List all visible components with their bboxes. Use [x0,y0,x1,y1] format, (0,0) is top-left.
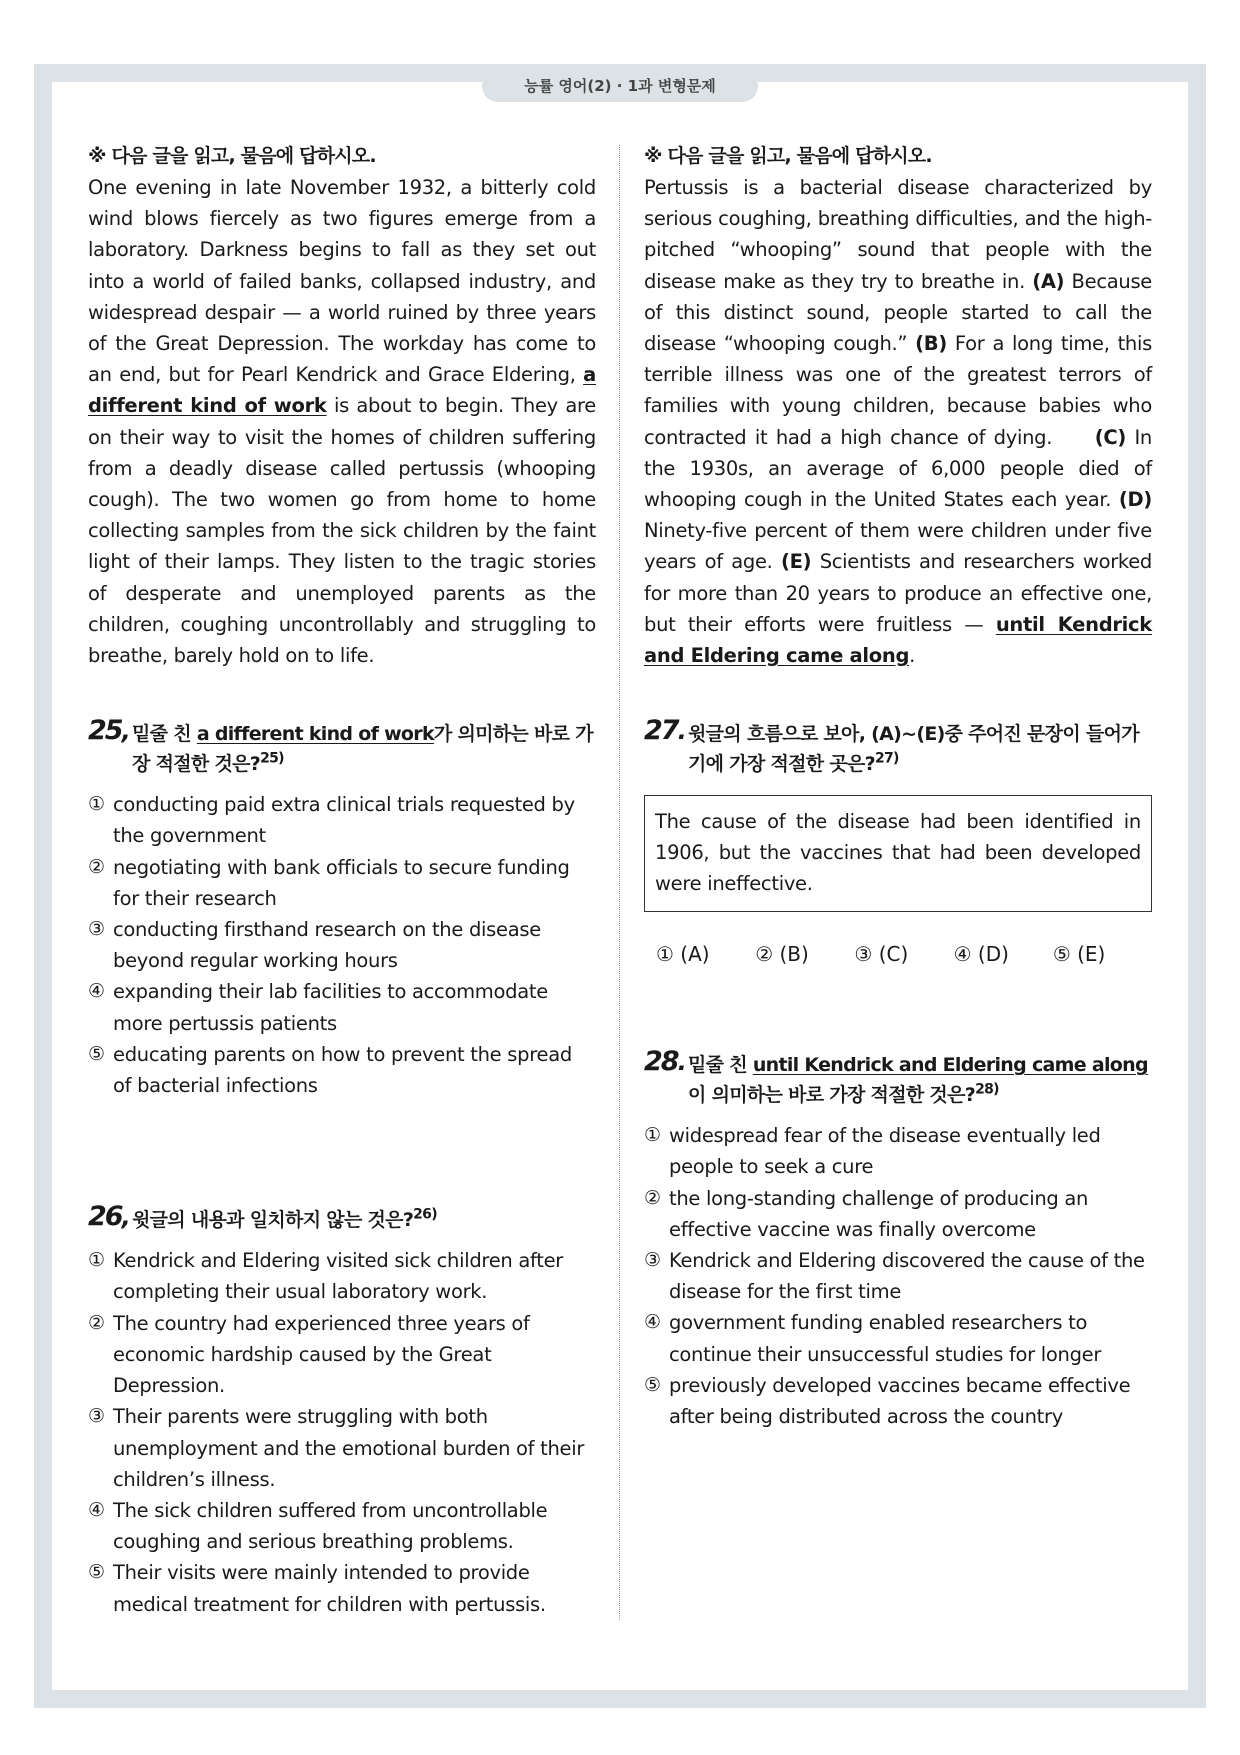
question-25: 25, 밑줄 친 a different kind of work가 의미하는 바로 가장 적절한 것은?$^{25)}$ [88,715,593,776]
passage-kendrick [88,172,596,671]
passage-text: One evening in late November 1932, a bitterly cold wind blows fiercely as two figures emerge from a laboratory. Darkness begins to fall as they set out into a world of failed banks, collapsed industry, and widespread despair — a world ruined by three years of the Great Depression. The workday has come to an end, but for Pearl Kendrick and Grace Eldering, [88,176,596,387]
passage-text: is about to begin. They are on their way to visit the homes of children suffering from a deadly disease called pertussis (whooping cough). The two women go from home to home collecting samples from the sick children by the faint light of their lamps. They listen to the tragic stories of desperate and unemployed parents as the children, coughing uncontrollably and struggling to breathe, barely hold on to life. [88,394,596,668]
insertion-marker: (C) [1094,425,1126,449]
question-28: 28. 밑줄 친 until Kendrick and Eldering came along이 의미하는 바로 가장 적절한 것은?$^{28)}$ [644,1046,1148,1107]
passage-underline: a different kind of work [88,363,596,418]
options-26 [88,1245,596,1619]
option-item[interactable]: ④ expanding their lab facilities to accommodate more pertussis patients [88,980,548,1035]
footnote-ref: 27) [874,750,899,767]
right-column [644,140,1152,1432]
page-header: 능률 영어(2) · 1과 변형문제 [482,70,758,102]
footnote-ref: 25) [260,750,284,767]
option-item[interactable]: ② negotiating with bank officials to secure funding for their research [88,855,570,910]
question-27: 27. 윗글의 흐름으로 보아, (A)~(E)중 주어진 문장이 들어가기에 가장 적절한 곳은?$^{27)}$ [644,715,1139,776]
question-26: 26, 윗글의 내용과 일치하지 않는 것은?$^{26)}$ [88,1201,437,1233]
question-number: 26, [88,1201,129,1233]
option-item[interactable]: ⑤ Their visits were mainly intended to provide medical treatment for children with pertussis. [88,1561,546,1616]
option-item[interactable]: ④ The sick children suffered from uncontrollable coughing and serious breathing problems. [88,1498,548,1554]
choice-item[interactable]: ① (A) [656,942,710,967]
option-item[interactable]: ③ Kendrick and Eldering discovered the cause of the disease for the first time [644,1249,1145,1304]
passage-underline: until Kendrick and Eldering came along [644,612,1152,668]
passage-pertussis: Pertussis is a bacterial disease characterized by serious coughing, breathing difficulties, and the high-pitched “whooping” sound that people with the disease make as they try to breathe in. (A) Because of this distinct sound, people started to call the disease “whooping cough.” (B) For a long time, this terrible illness was one of the greatest terrors of families with young children, because babies who contracted it had a high chance of dying. (C) In the 1930s, an average of 6,000 people died of whooping cough in the United States each year. (D) Ninety-five percent of them were children under five years of age. (E) Scientists and researchers worked for more than 20 years to produce an effective one, but their efforts were fruitless — until Kendrick and Eldering came along. [644,176,1153,668]
option-item[interactable]: ② the long-standing challenge of producing an effective vaccine was finally overcome [644,1186,1089,1241]
option-item[interactable]: ③ Their parents were struggling with both unemployment and the emotional burden of their children’s illness. [88,1405,585,1491]
question-number: 25, [88,715,129,747]
instruction: ※ 다음 글을 읽고, 물음에 답하시오. [88,145,376,167]
choice-item[interactable]: ③ (C) [854,942,909,967]
option-item[interactable]: ③ conducting firsthand research on the disease beyond regular working hours [88,918,541,973]
insertion-marker: (E) [781,550,812,574]
insertion-marker: (B) [915,332,947,356]
option-item[interactable]: ① conducting paid extra clinical trials requested by the government [88,793,575,848]
insertion-marker: (A) [1032,269,1065,293]
options-28 [644,1120,1152,1432]
option-item[interactable]: ⑤ previously developed vaccines became effective after being distributed across the country [644,1373,1131,1429]
column-divider [619,145,620,1620]
instruction: ※ 다음 글을 읽고, 물음에 답하시오. [644,145,932,167]
option-item[interactable]: ⑤ educating parents on how to prevent the spread of bacterial infections [88,1042,572,1098]
footnote-ref: 28) [975,1081,999,1098]
options-25 [88,789,596,1101]
option-item[interactable]: ④ government funding enabled researchers to continue their unsuccessful studies for longer [644,1311,1102,1366]
option-item[interactable]: ① widespread fear of the disease eventually led people to seek a cure [644,1124,1101,1179]
question-number: 27. [644,715,685,747]
choice-item[interactable]: ④ (D) [953,942,1009,967]
left-column [88,140,596,1620]
footnote-ref: 26) [413,1206,437,1223]
option-item[interactable]: ① Kendrick and Eldering visited sick children after completing their usual laboratory work. [88,1249,563,1304]
choices-27 [644,938,1152,970]
question-number: 28. [644,1046,685,1078]
given-sentence-box: The cause of the disease had been identified in 1906, but the vaccines that had been developed were ineffective. [644,795,1152,912]
insertion-marker: (D) [1118,488,1152,512]
choice-item[interactable]: ② (B) [755,942,809,967]
choice-item[interactable]: ⑤ (E) [1052,942,1106,967]
option-item[interactable]: ② The country had experienced three years of economic hardship caused by the Great Depression. [88,1311,530,1398]
